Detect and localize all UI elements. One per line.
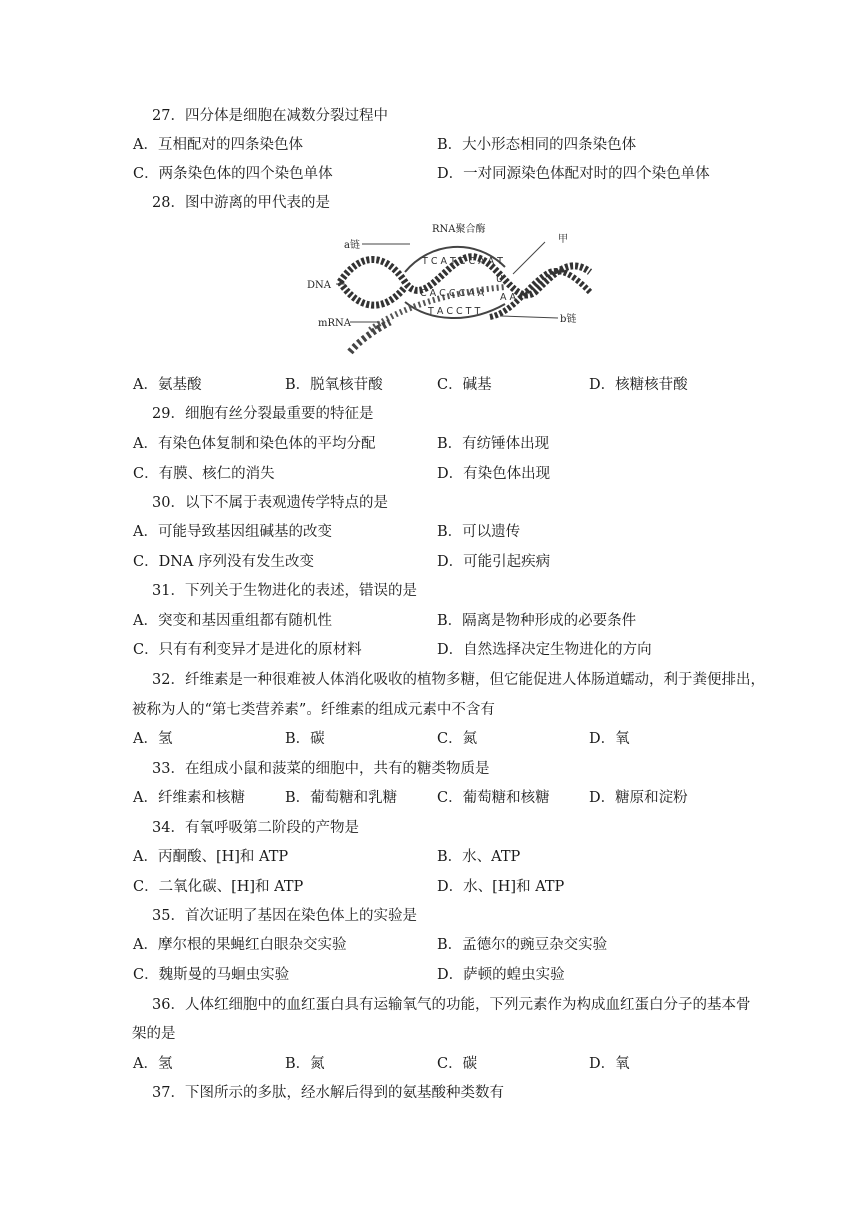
transcription-svg	[300, 212, 600, 360]
q36-option-b: B．氮	[285, 1056, 325, 1072]
q29-option-a: A．有染色体复制和染色体的平均分配	[133, 436, 376, 452]
q27-option-c: C．两条染色体的四个染色单体	[133, 166, 333, 182]
q31-stem: 31．下列关于生物进化的表述，错误的是	[152, 583, 417, 599]
jia-label: 甲	[558, 234, 568, 245]
mid-bases: C A C C C A A	[420, 288, 485, 299]
q27-stem: 27．四分体是细胞在减数分裂过程中	[152, 108, 388, 124]
q36-option-d: D．氧	[589, 1056, 630, 1072]
q37-stem: 37．下图所示的多肽，经水解后得到的氨基酸种类数有	[152, 1085, 504, 1101]
q30-stem: 30．以下不属于表观遗传学特点的是	[152, 495, 388, 511]
q36-option-a: A．氢	[133, 1056, 173, 1072]
q35-option-a: A．摩尔根的果蝇红白眼杂交实验	[133, 937, 347, 953]
q30-option-c: C．DNA 序列没有发生改变	[133, 554, 314, 570]
q28-option-d: D．核糖核苷酸	[589, 377, 688, 393]
q35-option-b: B．孟德尔的豌豆杂交实验	[437, 937, 608, 953]
q28-option-c: C．碱基	[437, 377, 492, 393]
q30-option-a: A．可能导致基因组碱基的改变	[133, 524, 332, 540]
q34-option-a: A．丙酮酸、[H]和 ATP	[133, 849, 289, 865]
q29-option-b: B．有纺锤体出现	[437, 436, 550, 452]
enzyme-label: RNA聚合酶	[432, 224, 486, 235]
q33-option-b: B．葡萄糖和乳糖	[285, 790, 398, 806]
q36-option-c: C．碳	[437, 1056, 478, 1072]
q32-stem-line1: 32．纤维素是一种很难被人体消化吸收的植物多糖，但它能促进人体肠道蠕动，利于粪便排出，	[152, 672, 765, 688]
q32-option-b: B．碳	[285, 731, 325, 747]
q28-option-a: A．氨基酸	[133, 377, 202, 393]
q34-option-c: C．二氧化碳、[H]和 ATP	[133, 879, 304, 895]
beta-label: b链	[560, 314, 577, 325]
q30-option-b: B．可以遗传	[437, 524, 521, 540]
q29-option-d: D．有染色体出现	[437, 466, 551, 482]
q35-option-c: C．魏斯曼的马蛔虫实验	[133, 967, 290, 983]
q31-option-a: A．突变和基因重组都有随机性	[133, 613, 332, 629]
q33-option-a: A．纤维素和核糖	[133, 790, 245, 806]
q27-option-a: A．互相配对的四条染色体	[133, 137, 303, 153]
transcription-diagram	[300, 212, 600, 360]
q34-option-b: B．水、ATP	[437, 849, 521, 865]
q33-stem: 33．在组成小鼠和菠菜的细胞中，共有的糖类物质是	[152, 761, 490, 777]
q35-option-d: D．萨顿的蝗虫实验	[437, 967, 565, 983]
dna-strand-lower-left	[340, 282, 405, 305]
q31-option-c: C．只有有利变异才是进化的原材料	[133, 642, 362, 658]
alpha-label: a链	[344, 240, 360, 251]
q28-stem: 28．图中游离的甲代表的是	[152, 195, 330, 211]
beta-leader	[500, 316, 558, 318]
q32-option-d: D．氧	[589, 731, 630, 747]
q29-option-c: C．有膜、核仁的消失	[133, 466, 275, 482]
q33-option-c: C．葡萄糖和核糖	[437, 790, 550, 806]
dna-label: DNA	[307, 280, 331, 291]
q33-option-d: D．糖原和淀粉	[589, 790, 688, 806]
q28-option-b: B．脱氧核苷酸	[285, 377, 383, 393]
q36-stem-line2: 架的是	[132, 1026, 176, 1042]
q29-stem: 29．细胞有丝分裂最重要的特征是	[152, 406, 374, 422]
q32-option-c: C．氮	[437, 731, 478, 747]
q34-option-d: D．水、[H]和 ATP	[437, 879, 565, 895]
q27-option-b: B．大小形态相同的四条染色体	[437, 137, 637, 153]
q31-option-b: B．隔离是物种形成的必要条件	[437, 613, 637, 629]
q27-option-d: D．一对同源染色体配对时的四个染色单体	[437, 166, 710, 182]
mrna-label: mRNA	[318, 318, 351, 329]
q32-stem-line2: 被称为人的“第七类营养素”。纤维素的组成元素中不含有	[132, 702, 495, 718]
side-bases: A A	[500, 292, 517, 303]
jia-leader	[513, 242, 545, 274]
bottom-bases: T A C C T T	[428, 306, 481, 317]
q36-stem-line1: 36．人体红细胞中的血红蛋白具有运输氧气的功能，下列元素作为构成血红蛋白分子的基本骨	[152, 997, 751, 1013]
q35-stem: 35．首次证明了基因在染色体上的实验是	[152, 908, 417, 924]
q31-option-d: D．自然选择决定生物进化的方向	[437, 642, 652, 658]
mrna-tail	[350, 322, 390, 352]
q34-stem: 34．有氧呼吸第二阶段的产物是	[152, 820, 359, 836]
q32-option-a: A．氢	[133, 731, 173, 747]
q30-option-d: D．可能引起疾病	[437, 554, 551, 570]
top-bases: T C A T C C A A T	[422, 256, 503, 267]
free-base: U	[496, 274, 503, 285]
